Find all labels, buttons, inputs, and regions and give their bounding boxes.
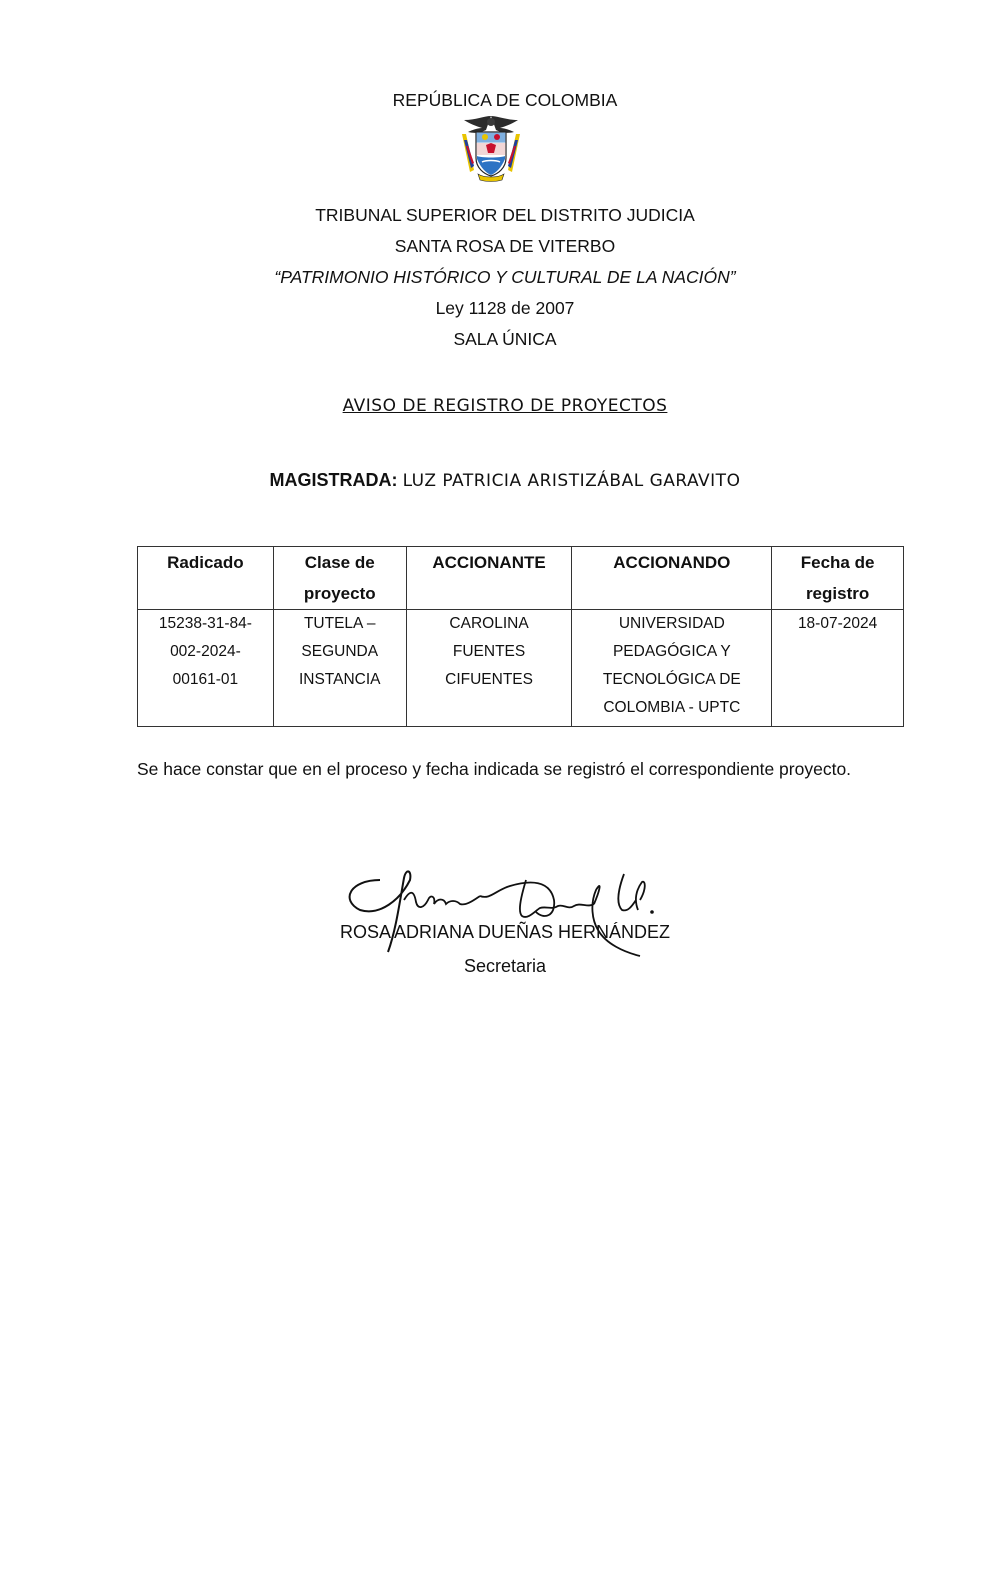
motto-heading: “PATRIMONIO HISTÓRICO Y CULTURAL DE LA NACIÓN” — [274, 267, 736, 287]
handwritten-signature — [340, 860, 670, 970]
magistrate-name: LUZ PATRICIA ARISTIZÁBAL GARAVITO — [402, 471, 741, 491]
signatory-role: Secretaria — [463, 956, 547, 976]
header-accionando: ACCIONANDO — [572, 547, 772, 610]
court-heading: TRIBUNAL SUPERIOR DEL DISTRITO JUDICIA — [315, 205, 695, 225]
header-clase: Clase de proyecto — [273, 547, 406, 610]
statement-paragraph: Se hace constar que en el proceso y fecha indicada se registró el correspondiente proyecto. — [137, 759, 852, 779]
city-heading: SANTA ROSA DE VITERBO — [394, 236, 616, 256]
cell-clase: TUTELA – SEGUNDA INSTANCIA — [273, 610, 406, 727]
cell-radicado: 15238-31-84- 002-2024- 00161-01 — [138, 610, 274, 727]
chamber-heading: SALA ÚNICA — [453, 329, 557, 349]
header-accionante: ACCIONANTE — [406, 547, 572, 610]
cell-accionante: CAROLINA FUENTES CIFUENTES — [406, 610, 572, 727]
cell-fecha: 18-07-2024 — [772, 610, 904, 727]
header-radicado: Radicado — [138, 547, 274, 610]
law-heading: Ley 1128 de 2007 — [435, 298, 575, 318]
country-heading: REPÚBLICA DE COLOMBIA — [392, 90, 618, 110]
registry-table — [137, 546, 904, 727]
header-fecha: Fecha de registro — [772, 547, 904, 610]
table-header-row — [138, 547, 904, 610]
magistrate-line — [0, 470, 1000, 491]
document-title: AVISO DE REGISTRO DE PROYECTOS — [342, 396, 668, 416]
signatory-name: ROSA ADRIANA DUEÑAS HERNÁNDEZ — [339, 922, 671, 942]
coat-of-arms-icon — [456, 112, 526, 184]
table-row — [138, 610, 904, 727]
cell-accionando: UNIVERSIDAD PEDAGÓGICA Y TECNOLÓGICA DE COLOMBIA - UPTC — [572, 610, 772, 727]
magistrate-label: MAGISTRADA: — [269, 470, 398, 490]
